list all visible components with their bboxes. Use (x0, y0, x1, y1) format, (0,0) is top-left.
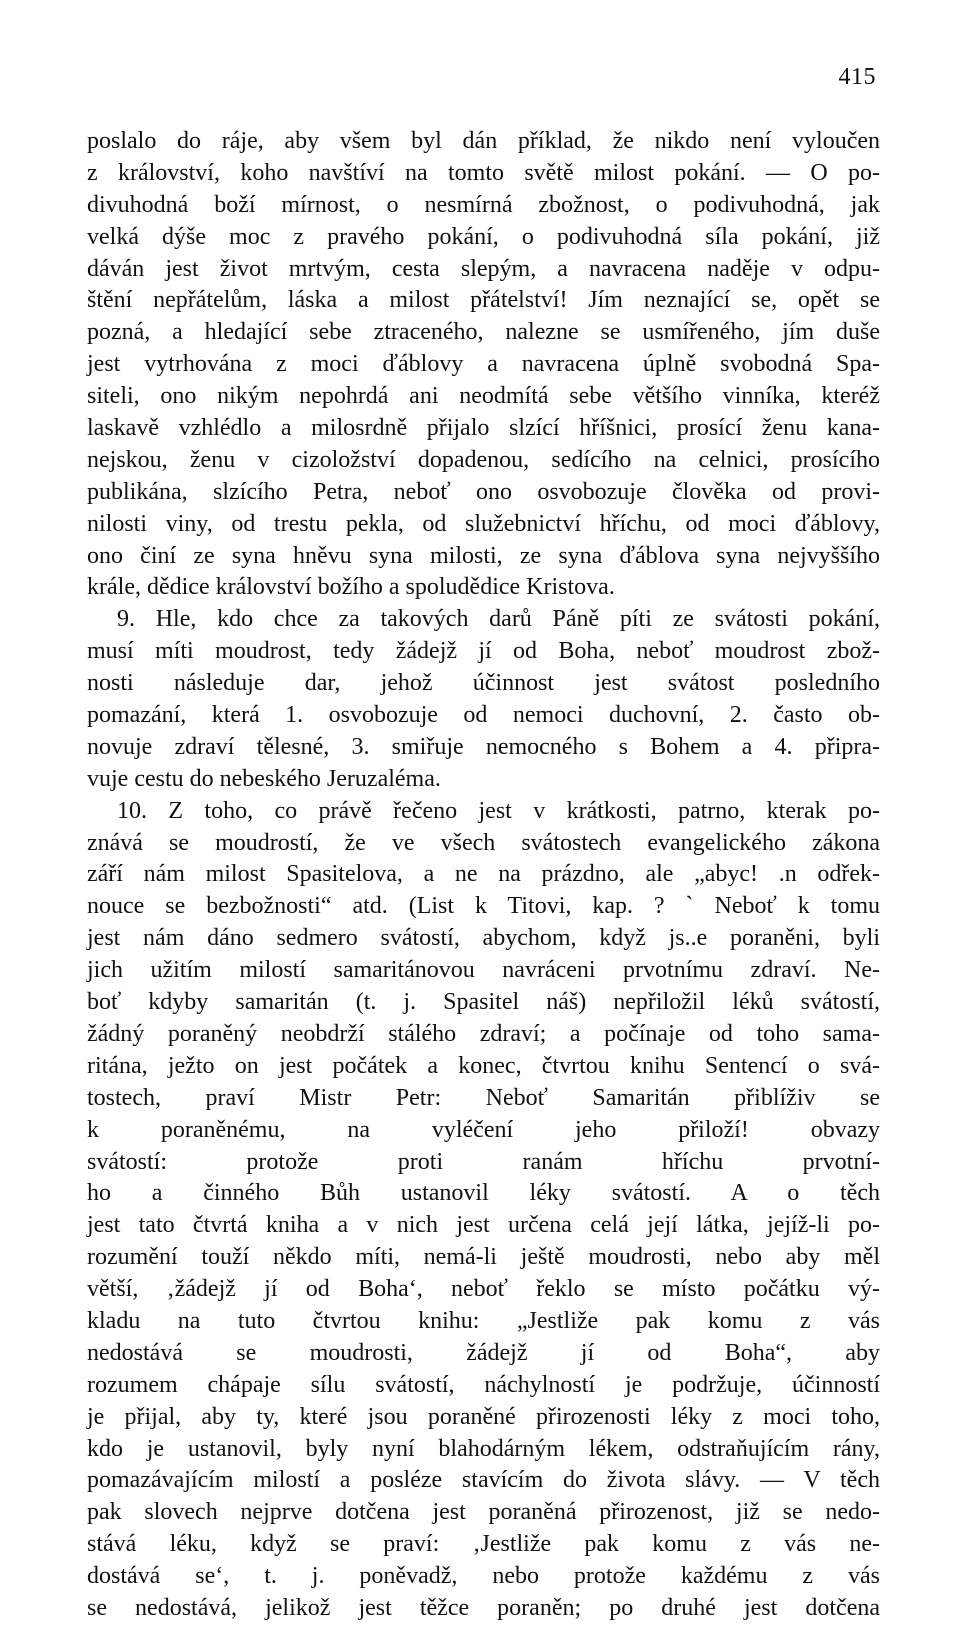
text-line: novuje zdraví tělesné, 3. smiřuje nemocného s Bohem a 4. připra- (87, 733, 880, 760)
text-line: krále, dědice království božího a spoludědice Kristova. (87, 574, 615, 601)
text-line: ho a činného Bůh ustanovil léky svátostí. A o těch (87, 1180, 880, 1207)
text-line: musí míti moudrost, tedy žádejž jí od Boha, neboť moudrost zbož- (87, 638, 880, 665)
text-line: nedostává se moudrosti, žádejž jí od Boha“, aby (87, 1339, 880, 1366)
text-line: svátostí: protože proti ranám hříchu prvotní- (87, 1148, 880, 1175)
text-line: pozná, a hledající sebe ztraceného, nalezne se usmířeného, jím duše (87, 319, 880, 346)
text-line: ritána, ježto on jest počátek a konec, čtvrtou knihu Sentencí o svá- (87, 1052, 880, 1079)
paragraph-10-start: 10. Z toho, co právě řečeno jest v krátkosti, patrno, kterak po- (117, 797, 880, 824)
text-line: poslalo do ráje, aby všem byl dán příklad, že nikdo není vyloučen (87, 128, 880, 154)
text-line: k poraněnému, na vyléčení jeho přiloží! obvazy (87, 1116, 880, 1143)
paragraph-9-start: 9. Hle, kdo chce za takových darů Páně píti ze svátosti pokání, (117, 606, 880, 633)
text-line: siteli, ono nikým nepohrdá ani neodmítá sebe většího vinníka, kteréž (87, 383, 880, 410)
text-line: publikána, slzícího Petra, neboť ono osvobozuje člověka od provi- (87, 478, 880, 505)
text-line: se nedostává, jelikož jest těžce poraněn; po druhé jest dotčena (87, 1594, 880, 1621)
text-line: je přijal, aby ty, které jsou poraněné přirozenosti léky z moci toho, (87, 1403, 880, 1430)
text-line: dostává se‘, t. j. poněvadž, nebo protože každému z vás (87, 1563, 880, 1590)
text-line: vuje cestu do nebeského Jeruzaléma. (87, 765, 441, 792)
text-line: nilosti viny, od trestu pekla, od služebnictví hříchu, od moci ďáblovy, (87, 510, 880, 537)
text-line: tostech, praví Mistr Petr: Neboť Samaritán přiblíživ se (87, 1084, 880, 1111)
text-line: kdo je ustanovil, byly nyní blahodárným lékem, odstraňujícím rány, (87, 1435, 880, 1462)
text-line: rozumem chápaje sílu svátostí, náchylností je podržuje, účinností (87, 1371, 880, 1398)
text-line: velká dýše moc z pravého pokání, o podivuhodná síla pokání, již (87, 223, 880, 250)
text-line: jich užitím milostí samaritánovou navráceni prvotnímu zdraví. Ne- (87, 957, 880, 984)
text-line: větší, ‚žádejž jí od Boha‘, neboť řeklo se místo počátku vý- (87, 1276, 880, 1303)
text-line: pomazávajícím milostí a posléze stavícím do života slávy. — V těch (87, 1467, 880, 1494)
text-line: jest nám dáno sedmero svátostí, abychom, když js..e poraněni, byli (87, 925, 880, 952)
text-line: žádný poraněný neobdrží stálého zdraví; a počínaje od toho sama- (87, 1020, 880, 1047)
text-line: ono činí ze syna hněvu syna milosti, ze syna ďáblova syna nejvyššího (87, 542, 880, 569)
text-line: z království, koho navštíví na tomto světě milost pokání. — O po- (87, 159, 880, 186)
text-line: laskavě vzhlédlo a milosrdně přijalo slzící hříšnici, prosící ženu kana- (87, 415, 880, 442)
text-line: nouce se bezbožnosti“ atd. (List k Titovi, kap. ? ` Neboť k tomu (87, 893, 880, 920)
text-line: pomazání, která 1. osvobozuje od nemoci duchovní, 2. často ob- (87, 702, 880, 729)
text-line: jest vytrhována z moci ďáblovy a navracena úplně svobodná Spa- (87, 351, 880, 378)
text-line: znává se moudrostí, že ve všech svátostech evangelického zákona (87, 829, 880, 856)
text-line: září nám milost Spasitelova, a ne na prázdno, ale „abyc! .n odřek- (87, 861, 880, 888)
text-line: stává léku, když se praví: ‚Jestliže pak komu z vás ne- (87, 1531, 880, 1558)
text-line: divuhodná boží mírnost, o nesmírná zbožnost, o podivuhodná, jak (87, 191, 880, 218)
page-number: 415 (838, 64, 876, 90)
body-text (87, 126, 880, 1625)
text-line: nosti následuje dar, jehož účinnost jest svátost posledního (87, 670, 880, 697)
text-line: dáván jest život mrtvým, cesta slepým, a navracena naděje v odpu- (87, 255, 880, 282)
text-line: boť kdyby samaritán (t. j. Spasitel náš) nepřiložil léků svátostí, (87, 989, 880, 1016)
text-line: štění nepřátelům, láska a milost přátelství! Jím neznající se, opět se (87, 287, 880, 314)
text-line: jest tato čtvrtá kniha a v nich jest určena celá její látka, jejíž-li po- (87, 1212, 880, 1239)
text-line: kladu na tuto čtvrtou knihu: „Jestliže pak komu z vás (87, 1307, 880, 1334)
text-line: nejskou, ženu v cizoložství dopadenou, sedícího na celnici, prosícího (87, 446, 880, 473)
text-line: pak slovech nejprve dotčena jest poraněná přirozenost, již se nedo- (87, 1499, 880, 1526)
text-line: rozumění touží někdo míti, nemá-li ještě moudrosti, nebo aby měl (87, 1244, 880, 1271)
